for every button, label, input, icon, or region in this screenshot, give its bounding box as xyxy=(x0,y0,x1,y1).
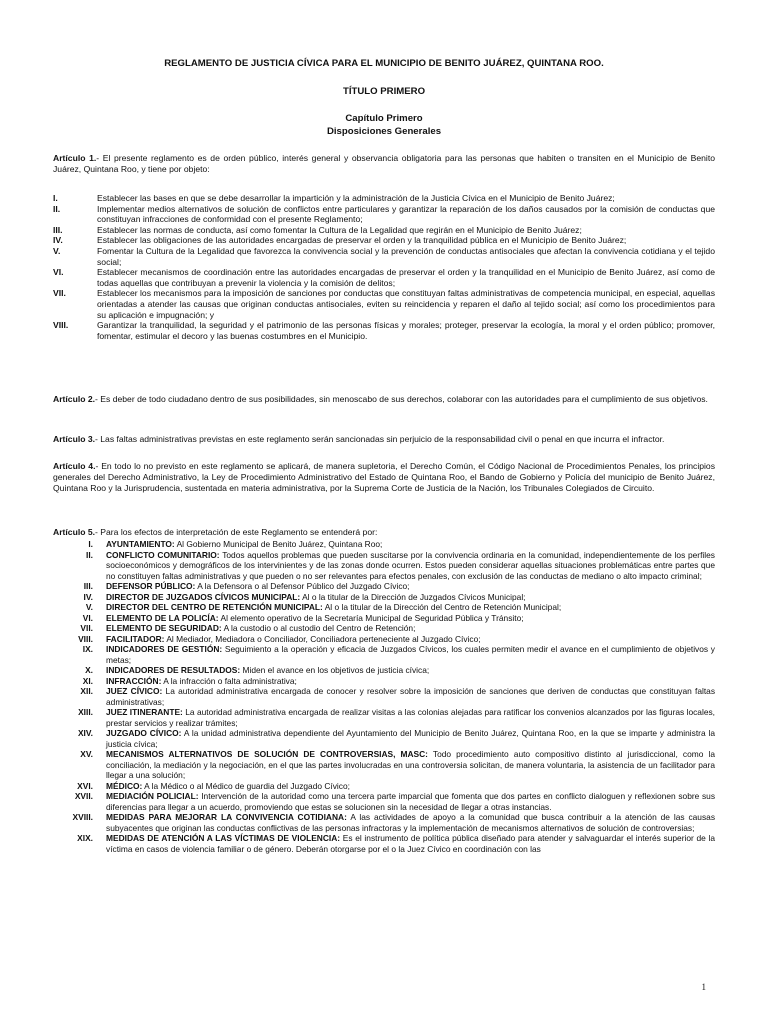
definition-text: Intervención de la autoridad como una tercera parte imparcial que fomenta que dos partes en conflicto dialoguen y reflexionen sobre sus diferencias para llegar a un acuerdo, promoviendo que estas se solucionen sin la necesidad de llegar a otras instancias. xyxy=(106,791,716,812)
title-heading: TÍTULO PRIMERO xyxy=(342,86,426,97)
definition-term: INDICADORES DE RESULTADOS: xyxy=(106,665,241,675)
item-number: VII. xyxy=(53,288,66,299)
definition-item xyxy=(53,581,715,592)
definition-text: A la infracción o falta administrativa; xyxy=(163,675,297,686)
definition-text: La autoridad administrativa encargada de realizar visitas a las colonias alejadas para ratificar los convenios alcanzados por las figuras locales, prestar servicios y realizar trámites; xyxy=(106,707,716,728)
definition-text: Todo procedimiento auto compositivo distinto al jurisdiccional, como la conciliación, la mediación y la negociación, en el que las partes involucradas en una controversia solicitan, de manera voluntaria, la asistencia de un facilitador para llegar a una solución; xyxy=(106,749,715,780)
definition-item xyxy=(53,623,715,634)
definition-text: La autoridad administrativa encargada de conocer y resolver sobre la imposición de sanciones que deriven de conductas que constituyan faltas administrativas; xyxy=(106,686,716,707)
definition-text: A la unidad administrativa dependiente del Ayuntamiento del Municipio de Benito Juárez, Quintana Roo, en la que se imparte y administra la justicia cívica; xyxy=(106,728,715,749)
definition-item xyxy=(53,686,715,707)
definition-number: XII. xyxy=(80,686,93,696)
definition-item xyxy=(53,791,715,812)
definition-number: XVII. xyxy=(74,791,93,801)
item-text: Establecer las obligaciones de las autoridades encargadas de preservar el orden y la tranquilidad pública en el Municipio de Benito Juárez; xyxy=(97,235,627,246)
item-text: Establecer las bases en que se debe desarrollar la impartición y la administración de la Justicia Cívica en el Municipio de Benito Juárez; xyxy=(97,193,615,203)
article-5-definitions xyxy=(53,539,715,854)
definition-text: A las actividades de apoyo a la comunidad que busca contribuir a la atención de las causas subyacentes que originan las conductas conflictivas de las personas infractoras y la implementación de mecanismos alternativos de solución de controversias; xyxy=(106,812,716,833)
definition-term: JUZGADO CÍVICO: xyxy=(106,728,182,738)
item-text: Garantizar la tranquilidad, la seguridad y el patrimonio de las personas físicas y morales; proteger, preservar la ecología, la moral y el orden público; promover, fomentar, estimular el decoro y las buenas costumbres en el Municipio. xyxy=(97,320,715,341)
definition-item xyxy=(53,613,715,624)
definition-term: DIRECTOR DEL CENTRO DE RETENCIÓN MUNICIPAL: xyxy=(106,602,323,612)
definition-item xyxy=(53,812,715,833)
definition-text: A la Defensora o al Defensor Público del Juzgado Cívico; xyxy=(197,581,410,591)
definition-text: Miden el avance en los objetivos de justicia cívica; xyxy=(242,665,430,675)
article-4-text: - En todo lo no previsto en este reglamento se aplicará, de manera supletoria, el Derecho Común, el Código Nacional de Procedimientos Penales, los principios generales del Derecho Administrativo, la Ley de Procedimiento Administrativo del Estado de Quintana Roo, el Bando de Gobierno y Policía del municipio de Benito Juárez, Quintana Roo y la Jurisprudencia, sustentada en materia administrativa, por la Suprema Corte de Justicia de la Nación, los Tribunales Colegiados de Circuito. xyxy=(53,461,715,494)
item-text: Fomentar la Cultura de la Legalidad que favorezca la convivencia social y la prevención de conductas antisociales que afectan la convivencia cotidiana y el tejido social; xyxy=(97,245,715,267)
definition-number: XV. xyxy=(80,749,93,759)
definition-item xyxy=(53,676,715,687)
article-3 xyxy=(53,434,715,445)
definition-number: XIX. xyxy=(77,833,93,843)
definition-item xyxy=(53,749,715,781)
definition-term: MECANISMOS ALTERNATIVOS DE SOLUCIÓN DE CONTROVERSIAS, MASC: xyxy=(106,749,428,759)
item-text: Establecer los mecanismos para la imposición de sanciones por conductas que constituyan faltas administrativas de competencia municipal, en especial, aquellas orientadas a atender las causas que originan conductas antisociales, eviten su reincidencia y reparen el daño al tejido social; así como los procedimientos para su aplicación e impugnación; y xyxy=(97,288,715,320)
definition-number: IX. xyxy=(82,644,93,654)
page-number: 1 xyxy=(701,982,706,992)
definition-item xyxy=(53,592,715,603)
definition-term: MÉDICO: xyxy=(106,780,143,791)
chapter-heading xyxy=(0,113,768,138)
definition-text: Todos aquellos problemas que pueden suscitarse por la convivencia ordinaria en la comunidad, independientemente de los perfiles socioeconómicos y demográficos de los intervinientes y de las zonas donde ocurren. Estos pueden considerar aquellas situaciones problemáticas entre partes que no constituyen faltas administrativas y que pueden o no ser relevantes para efectos penales, con exclusión de las conductas de mediano o alto impacto criminal; xyxy=(106,549,715,581)
item-number: III. xyxy=(53,224,63,235)
item-text: Establecer las normas de conducta, así como fomentar la Cultura de la Legalidad que regirán en el Municipio de Benito Juárez; xyxy=(97,224,582,235)
article-1-item xyxy=(53,267,715,288)
definition-term: MEDIACIÓN POLICIAL: xyxy=(106,791,199,801)
definition-term: CONFLICTO COMUNITARIO: xyxy=(106,549,220,560)
definition-term: DEFENSOR PÚBLICO: xyxy=(106,581,196,591)
item-number: IV. xyxy=(53,235,63,246)
definition-number: VI. xyxy=(82,612,93,623)
article-1-list xyxy=(53,193,715,341)
item-number: V. xyxy=(53,245,61,256)
definition-term: JUEZ ITINERANTE: xyxy=(106,707,183,717)
article-5-intro xyxy=(53,527,715,538)
article-1-item xyxy=(53,246,715,267)
article-1-item xyxy=(53,193,715,204)
definition-item xyxy=(53,602,715,613)
definition-number: V. xyxy=(85,602,93,612)
article-1-text: - El presente reglamento es de orden público, interés general y observancia obligatoria para las personas que habiten o transiten en el Municipio de Benito Juárez, Quintana Roo, y tiene por objeto: xyxy=(53,153,716,175)
definition-text: Seguimiento a la operación y eficacia de Juzgados Cívicos, los cuales permiten medir el avance en el cumplimiento de objetivos y metas; xyxy=(106,644,715,665)
definition-term: INFRACCIÓN: xyxy=(106,675,162,686)
article-2-label: Artículo 2. xyxy=(53,394,96,404)
definition-item xyxy=(53,728,715,749)
definition-item xyxy=(53,707,715,728)
definition-text: Al Mediador, Mediadora o Conciliador, Conciliadora perteneciente al Juzgado Cívico; xyxy=(166,633,481,644)
item-text: Implementar medios alternativos de solución de conflictos entre particulares y garantizar la reparación de los daños causados por la comisión de conductas que constituyan infracciones de conformidad con el presente Reglamento; xyxy=(97,203,715,225)
definition-text: Es el instrumento de política pública diseñado para atender y salvaguardar el interés superior de la víctima en casos de violencia familiar o de género. Deberán otorgarse por el o la Juez Cívico en coordinación con las xyxy=(106,833,716,854)
article-5-text: - Para los efectos de interpretación de este Reglamento se entenderá por: xyxy=(95,527,378,537)
definition-term: DIRECTOR DE JUZGADOS CÍVICOS MUNICIPAL: xyxy=(106,591,301,602)
definition-number: I. xyxy=(88,539,93,549)
article-5-label: Artículo 5. xyxy=(53,527,96,537)
definition-term: ELEMENTO DE LA POLICÍA: xyxy=(106,612,219,623)
article-2 xyxy=(53,394,715,405)
definition-number: XVIII. xyxy=(72,812,93,822)
definition-text: Al o la titular de la Dirección del Centro de Retención Municipal; xyxy=(324,602,562,612)
definition-text: A la custodio o al custodio del Centro de Retención; xyxy=(223,623,416,633)
article-1-item xyxy=(53,204,715,225)
definition-term: MEDIDAS DE ATENCIÓN A LAS VÍCTIMAS DE VIOLENCIA: xyxy=(106,833,341,843)
definition-item xyxy=(53,781,715,792)
definition-item xyxy=(53,644,715,665)
item-number: VIII. xyxy=(53,320,69,331)
item-text: Establecer mecanismos de coordinación entre las autoridades encargadas de preservar el orden y la tranquilidad en el Municipio de Benito Juárez, así como de todas aquellas que contribuyan a prevenir la violencia y la comisión de delitos; xyxy=(97,267,715,288)
definition-number: XI. xyxy=(82,675,93,686)
definition-item xyxy=(53,665,715,676)
article-1-item xyxy=(53,225,715,236)
item-number: I. xyxy=(53,193,58,203)
article-4-label: Artículo 4. xyxy=(53,461,96,471)
definition-item xyxy=(53,539,715,550)
definition-item xyxy=(53,634,715,645)
definition-term: FACILITADOR: xyxy=(106,633,165,644)
article-4 xyxy=(53,461,715,495)
chapter-label: Capítulo Primero xyxy=(345,113,423,124)
definition-text: Al o la titular de la Dirección de Juzgados Cívicos Municipal; xyxy=(302,591,526,602)
definition-term: AYUNTAMIENTO: xyxy=(106,539,175,549)
article-1-intro xyxy=(53,153,715,175)
article-3-text: - Las faltas administrativas previstas en este reglamento serán sancionadas sin perjuicio de la responsabilidad civil o penal en que incurra el infractor. xyxy=(95,434,665,444)
definition-number: IV. xyxy=(83,591,93,602)
article-1-item xyxy=(53,288,715,320)
definition-term: MEDIDAS PARA MEJORAR LA CONVIVENCIA COTIDIANA: xyxy=(106,812,347,822)
definition-number: XIV. xyxy=(77,728,93,738)
item-number: II. xyxy=(53,203,61,214)
article-2-text: - Es deber de todo ciudadano dentro de sus posibilidades, sin menoscabo de sus derechos, colaborar con las autoridades para el cumplimiento de sus objetivos. xyxy=(95,394,708,404)
definition-text: A la Médico o al Médico de guardia del Juzgado Cívico; xyxy=(144,780,350,791)
definition-term: JUEZ CÍVICO: xyxy=(106,686,163,696)
definition-number: III. xyxy=(83,581,93,591)
definition-number: XVI. xyxy=(77,780,93,791)
article-1-item xyxy=(53,320,715,341)
item-number: VI. xyxy=(53,267,64,278)
definition-text: Al elemento operativo de la Secretaría Municipal de Seguridad Pública y Tránsito; xyxy=(220,612,524,623)
article-1-label: Artículo 1. xyxy=(53,153,97,163)
document-title: REGLAMENTO DE JUSTICIA CÍVICA PARA EL MUNICIPIO DE BENITO JUÁREZ, QUINTANA ROO. xyxy=(164,58,604,69)
definition-item xyxy=(53,550,715,582)
chapter-name: Disposiciones Generales xyxy=(326,125,442,137)
definition-number: X. xyxy=(85,665,93,675)
definition-text: Al Gobierno Municipal de Benito Juárez, Quintana Roo; xyxy=(176,539,383,549)
definition-term: INDICADORES DE GESTIÓN: xyxy=(106,644,223,654)
definition-item xyxy=(53,833,715,854)
definition-number: VIII. xyxy=(78,633,93,644)
definition-number: XIII. xyxy=(78,707,93,717)
definition-number: VII. xyxy=(80,623,93,633)
article-3-label: Artículo 3. xyxy=(53,434,96,444)
article-1-item xyxy=(53,235,715,246)
definition-number: II. xyxy=(86,549,93,560)
definition-term: ELEMENTO DE SEGURIDAD: xyxy=(106,623,222,633)
